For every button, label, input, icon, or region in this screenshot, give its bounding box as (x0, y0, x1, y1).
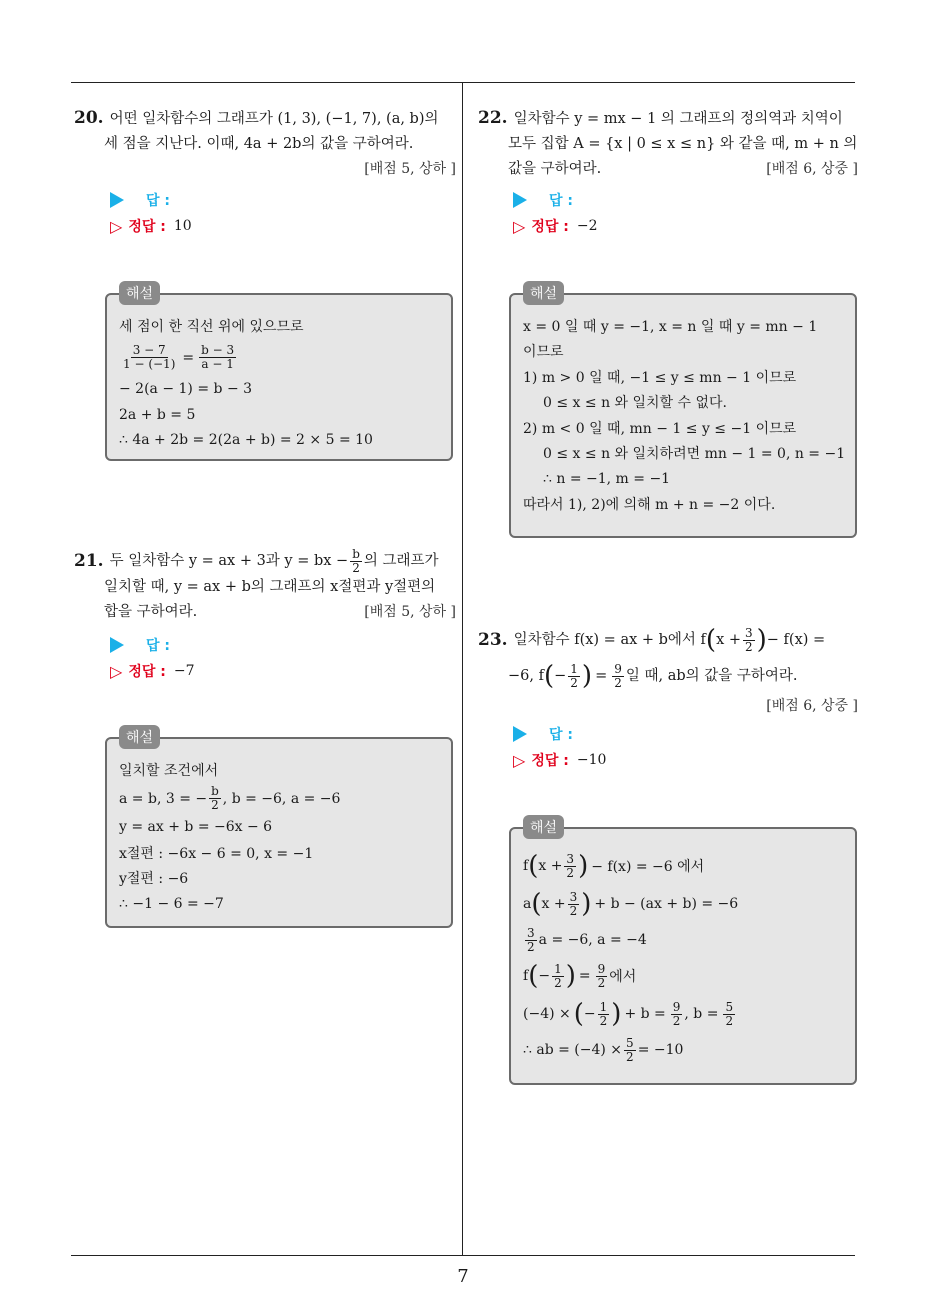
solution-line: $\frac{3}{2}$ a = −6, a = −4 (527, 925, 647, 954)
solution-line: 2) m < 0 일 때, mn − 1 ≤ y ≤ −1 이므로 (523, 420, 797, 437)
solution-line: 이므로 (523, 344, 564, 361)
answer-block-21 (110, 632, 194, 684)
paren-open: ( (705, 625, 717, 655)
paren-close: ) (756, 625, 767, 655)
solution-tab: 해설 (523, 281, 564, 305)
problem-23: 23. 일차함수 f(x) = ax + b에서 f ( x + $\frac{3}{2}$ ) − f(x) = −6, f ( − $\frac{1}{2}$ ) = $\frac{9}{2}$ 일 때, ab의 값을 구하여라. [배점 6, 상중 ] (478, 622, 858, 719)
problem-text: 일차함수 f(x) = ax + b에서 f (513, 631, 706, 648)
answer-block-20 (110, 187, 192, 239)
correct-value: 10 (173, 218, 192, 234)
fraction: $\frac{3 - 7}{1 - (-1)}$ (123, 343, 176, 371)
fraction: $\frac{1}{2}$ (599, 999, 608, 1028)
answer-label: 답 : (549, 193, 573, 209)
correct-arrow-icon: ▷ (513, 216, 526, 236)
fraction: $\frac{5}{2}$ (626, 1035, 634, 1064)
answer-label: 답 : (146, 638, 170, 654)
rating: [배점 6, 상중 ] (766, 161, 858, 177)
solution-line: 따라서 1), 2)에 의해 m + n = −2 이다. (523, 497, 776, 514)
problem-number: 20. (74, 108, 104, 128)
paren-open: ( (543, 661, 555, 691)
solution-line: − 2(a − 1) = b − 3 (119, 381, 253, 398)
problem-20 (74, 106, 456, 182)
correct-value: −7 (173, 663, 195, 679)
solution-line: ∴ −1 − 6 = −7 (119, 895, 224, 912)
solution-line: f ( x + $\frac{3}{2}$ ) − f(x) = −6 에서 (523, 851, 705, 881)
problem-number: 21. (74, 551, 104, 571)
fraction: $\frac{9}{2}$ (672, 999, 681, 1028)
correct-arrow-icon: ▷ (110, 661, 123, 681)
solution-line: ∴ n = −1, m = −1 (543, 470, 671, 487)
answer-label: 답 : (146, 193, 170, 209)
answer-arrow-icon (513, 192, 527, 208)
fraction: $\frac{3}{2}$ (745, 625, 753, 654)
fraction: $\frac{3}{2}$ (527, 925, 535, 954)
fraction: $\frac{3}{2}$ (569, 889, 578, 918)
fraction: $\frac{9}{2}$ (597, 961, 606, 990)
fraction: $\frac{1}{2}$ (554, 961, 562, 990)
problem-text: 일치할 때, y = ax + b의 그래프의 x절편과 y절편의 (104, 579, 436, 595)
solution-line: 일치할 조건에서 (119, 762, 219, 779)
paren-close: ) (581, 661, 593, 691)
solution-line: a = b, 3 = − $\frac{b}{2}$ , b = −6, a = −6 (119, 784, 341, 812)
solution-line: ∴ 4a + 2b = 2(2a + b) = 2 × 5 = 10 (119, 432, 373, 449)
column-divider (462, 82, 463, 1256)
problem-number: 23. (478, 629, 508, 650)
fraction: $\frac{b}{2}$ (352, 547, 360, 575)
rating: [배점 6, 상중 ] (766, 698, 858, 714)
solution-tab: 해설 (523, 815, 564, 839)
fraction: $\frac{3}{2}$ (566, 851, 575, 880)
page-number: 7 (457, 1266, 469, 1287)
problem-text: 일 때, ab의 값을 구하여라. (625, 667, 798, 684)
solution-box-20 (105, 293, 453, 461)
problem-text: 어떤 일차함수의 그래프가 (1, 3), (−1, 7), (a, b)의 (109, 111, 439, 127)
problem-21 (74, 548, 456, 625)
solution-line: (−4) × ( − $\frac{1}{2}$ ) + b = $\frac{9}{2}$ , b = $\frac{5}{2}$ (523, 999, 734, 1029)
problem-text: 두 일차함수 y = ax + 3과 y = bx − (109, 553, 349, 569)
correct-arrow-icon: ▷ (513, 750, 526, 770)
answer-arrow-icon (110, 637, 124, 653)
solution-box-21 (105, 737, 453, 928)
correct-label: 정답 : (531, 753, 569, 769)
solution-line: 세 점이 한 직선 위에 있으므로 (119, 318, 304, 335)
solution-box-22 (509, 293, 857, 538)
correct-label: 정답 : (531, 219, 569, 235)
answer-block-23 (513, 721, 606, 773)
solution-tab: 해설 (119, 281, 160, 305)
solution-line: y절편 : −6 (119, 871, 189, 888)
problem-text: 세 점을 지난다. 이때, 4a + 2b의 값을 구하여라. (104, 136, 414, 152)
problem-text: − f(x) = (766, 631, 826, 648)
answer-label: 답 : (549, 727, 573, 743)
solution-line: f ( − $\frac{1}{2}$ ) = $\frac{9}{2}$ 에서 (523, 961, 637, 991)
problem-text: 의 그래프가 (363, 553, 439, 569)
correct-value: −2 (576, 218, 598, 234)
solution-line: a ( x + $\frac{3}{2}$ ) + b − (ax + b) = −6 (523, 889, 739, 919)
solution-box-23 (509, 827, 857, 1085)
solution-line: 1) m > 0 일 때, −1 ≤ y ≤ mn − 1 이므로 (523, 369, 797, 386)
problem-text: 일차함수 y = mx − 1 의 그래프의 정의역과 치역이 (513, 111, 843, 127)
fraction: $\frac{1}{2}$ (570, 661, 578, 690)
solution-line: $\frac{3 - 7}{1 - (-1)}$ = $\frac{b - 3}{a - 1}$ (123, 343, 235, 371)
answer-arrow-icon (513, 726, 527, 742)
fraction: $\frac{5}{2}$ (725, 999, 734, 1028)
problem-text: 값을 구하여라. (508, 161, 602, 177)
problem-text: 모두 집합 A = {x | 0 ≤ x ≤ n} 와 같을 때, m + n 의 (508, 136, 858, 152)
fraction: $\frac{b - 3}{a - 1}$ (201, 343, 235, 371)
answer-arrow-icon (110, 192, 124, 208)
solution-line: 2a + b = 5 (119, 406, 196, 423)
fraction: $\frac{9}{2}$ (614, 661, 622, 690)
solution-line: x = 0 일 때 y = −1, x = n 일 때 y = mn − 1 (523, 318, 818, 335)
answer-block-22 (513, 187, 597, 239)
problem-text: 합을 구하여라. (104, 604, 198, 620)
correct-label: 정답 : (128, 664, 166, 680)
correct-arrow-icon: ▷ (110, 216, 123, 236)
solution-line: x절편 : −6x − 6 = 0, x = −1 (119, 845, 314, 862)
correct-value: −10 (576, 752, 607, 768)
solution-line: 0 ≤ x ≤ n 와 일치하려면 mn − 1 = 0, n = −1 (543, 446, 846, 463)
bottom-rule (71, 1255, 855, 1256)
solution-tab: 해설 (119, 725, 160, 749)
fraction: $\frac{b}{2}$ (211, 784, 219, 812)
solution-line: 0 ≤ x ≤ n 와 일치할 수 없다. (543, 395, 727, 412)
problem-22 (478, 106, 858, 182)
rating: [배점 5, 상하 ] (364, 161, 456, 177)
problem-number: 22. (478, 108, 508, 128)
top-rule (71, 82, 855, 83)
correct-label: 정답 : (128, 219, 166, 235)
rating: [배점 5, 상하 ] (364, 604, 456, 620)
solution-line: y = ax + b = −6x − 6 (119, 819, 273, 836)
solution-line: ∴ ab = (−4) × $\frac{5}{2}$ = −10 (523, 1035, 684, 1064)
